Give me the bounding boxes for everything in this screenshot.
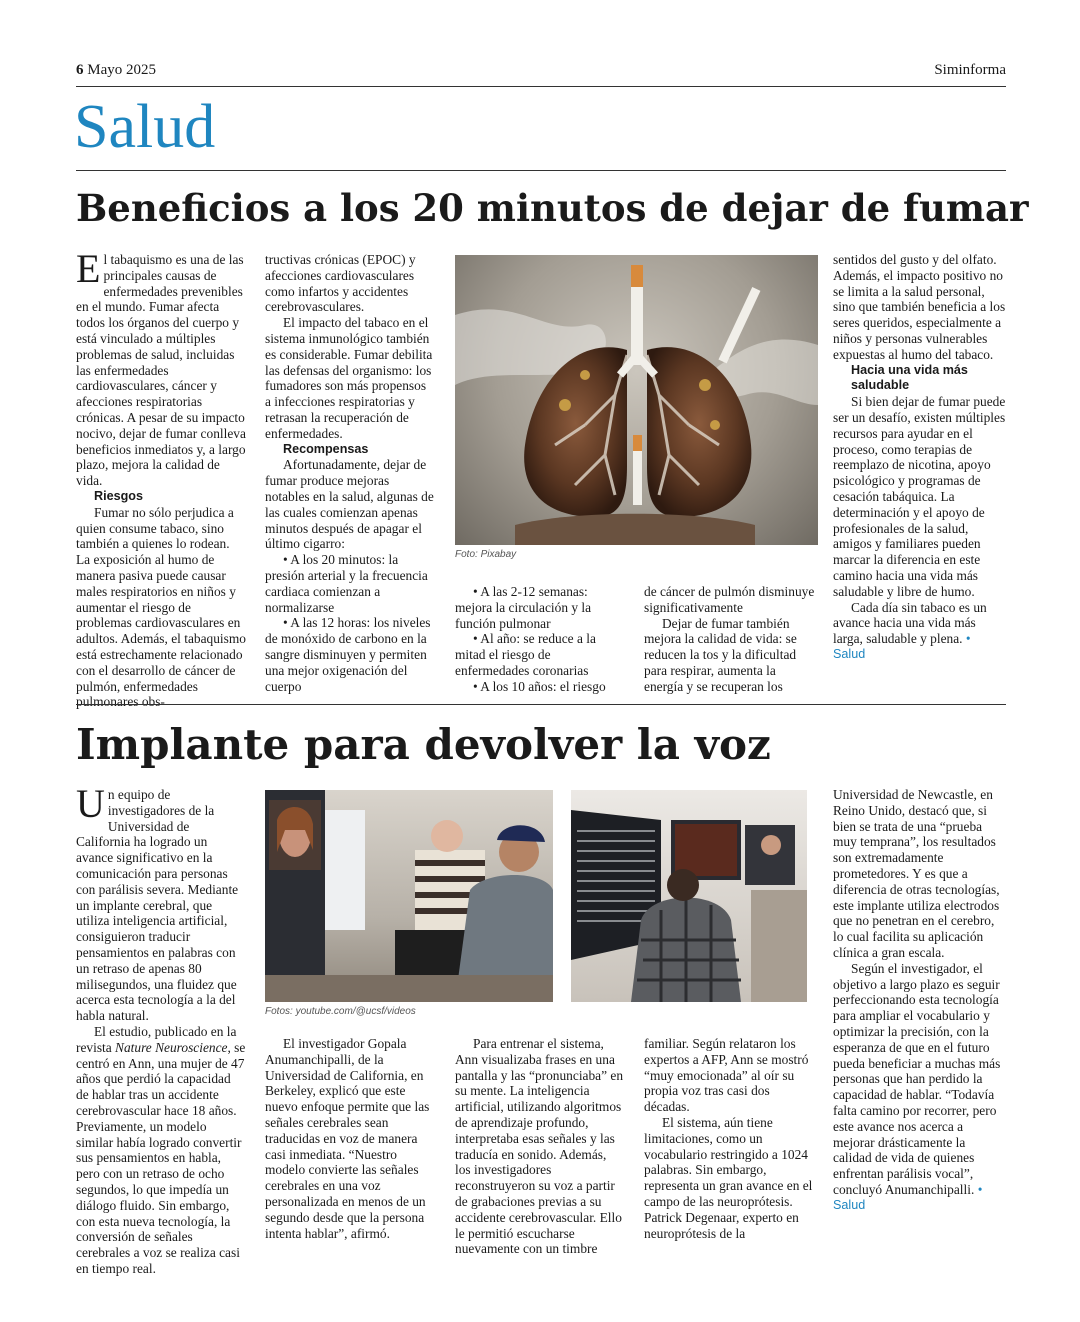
bullet-item: • Al año: se reduce a la mitad el riesgo de enfermedades coronarias (455, 631, 596, 678)
lungs-illustration (455, 255, 818, 545)
bullet-item: • A los 20 minutos: la presión arterial y la frecuencia cardiaca comienzan a normalizarse (265, 552, 428, 615)
paragraph: Si bien dejar de fumar puede ser un desafío, existen múltiples recursos para ayudar en el proceso, como terapias de reemplazo de nicotina, apoyo psicológico y programas de cesación tabáquica. La determinación y el apoyo de profesionales de la salud, amigos y familiares pueden marcar la diferencia en este camino hacia una vida más saludable y libre de humo. (833, 394, 1006, 599)
article1-col1 (76, 246, 246, 710)
issue-date: 6 Mayo 2025 (76, 62, 156, 78)
end-mark: • (977, 1181, 983, 1197)
article2-col1 (76, 781, 246, 1277)
lab-monitors-photo (571, 790, 807, 1002)
drop-cap: U (76, 781, 105, 826)
section-title: Salud (74, 93, 216, 161)
article2-col2 (265, 1036, 435, 1241)
article1-headline: Beneficios a los 20 minutos de dejar de fumar (76, 186, 1029, 230)
section-rule (76, 170, 1006, 171)
article-tag: Salud (833, 1197, 866, 1212)
drop-cap: E (76, 246, 101, 291)
article2-col3 (455, 1036, 625, 1257)
paragraph: Fumar no sólo perjudica a quien consume tabaco, sino también a quienes lo rodean. La exposición al humo de manera pasiva puede causar males respiratorios en niños y aumentar el riesgo de problemas cardiovasculares en adultos. Además, el tabaquismo está estrechamente relacionado con el desarrollo de cáncer de pulmón, enfermedades pulmonares obs- (76, 504, 246, 710)
article2-col5 (833, 787, 1007, 1214)
bullet-item: • A las 2-12 semanas: mejora la circulación y la función pulmonar (455, 584, 592, 631)
paragraph: Universidad de Newcastle, en Reino Unido, destacó que, si bien se trata de una “prueba muy temprana”, los resultados son extremadamente prometedores. Y es que a diferencia de otras tecnologías, este implante utiliza electrodos que no penetran en el cerebro, lo cual facilita su aplicación clínica a gran escala. (833, 787, 1000, 960)
bullet-item: • A las 12 horas: los niveles de monóxido de carbono en la sangre disminuyen y permiten una mejor oxigenación del cuerpo (265, 615, 431, 694)
masthead-rule (76, 86, 1006, 87)
article1-col5 (833, 252, 1007, 663)
patient-scene-illustration (265, 790, 553, 1002)
lungs-cigarette-image (455, 255, 818, 545)
article2-headline: Implante para devolver la voz (76, 720, 771, 769)
subhead-riesgos: Riesgos (94, 488, 143, 503)
article1-col2 (265, 252, 435, 694)
paragraph: familiar. Según relataron los expertos a AFP, Ann se mostró “muy emocionada” al oír su propia voz tras casi dos décadas. (644, 1036, 809, 1115)
photo-credit: Foto: Pixabay (455, 549, 517, 560)
paragraph: El impacto del tabaco en el sistema inmunológico también es considerable. Fumar debilita las defensas del organismo: los fumadores son más propensos a infecciones respiratorias y retrasan la recuperación de enfermedades. (265, 315, 433, 441)
paragraph: Afortunadamente, dejar de fumar produce mejoras notables en la salud, algunas de las cuales comienzan apenas minutos después de apagar el último cigarro: (265, 457, 434, 552)
paragraph: tructivas crónicas (EPOC) y afecciones cardiovasculares como infartos y accidentes cerebrovasculares. (265, 252, 416, 315)
paragraph: El sistema, aún tiene limitaciones, como un vocabulario restringido a 1024 palabras. Sin embargo, representa un gran avance en el campo de las neuroprótesis. Patrick Degenaar, experto en neuroprótesis de la (644, 1114, 813, 1241)
article-tag: Salud (833, 646, 866, 661)
article2-col4 (644, 1036, 818, 1241)
paragraph: El estudio, publicado en la revista Nature Neuroscience, se centró en Ann, una mujer de 47 años que perdió la capacidad de hablar tras un accidente cerebrovascular hace 18 años. Previamente, un modelo similar había logrado convertir sus pensamientos en habla, pero con un retraso de ocho segundos, lo que impedía un diálogo fluido. Sin embargo, con esta nueva tecnología, la conversión de señales cerebrales a voz se realiza casi en tiempo real. (76, 1023, 246, 1276)
paragraph: El investigador Gopala Anumanchipalli, de la Universidad de California, en Berkeley, explicó que este nuevo enfoque permite que las señales cerebrales sean traducidas en voz de manera casi inmediata. “Nuestro modelo convierte las señales cerebrales en una voz personalizada en menos de un segundo desde que la persona intenta hablar”, afirmó. (265, 1036, 430, 1241)
patient-avatar-photo (265, 790, 553, 1002)
bullet-item: • A los 10 años: el riesgo (473, 678, 606, 694)
paragraph: Para entrenar el sistema, Ann visualizaba frases en una pantalla y las “pronunciaba” en su mente. La inteligencia artificial, utilizando algoritmos de aprendizaje profundo, interpretaba esas señales y las traducía en sonido. Además, los investigadores reconstruyeron su voz a partir de grabaciones previas a su accidente cerebrovascular. Ello le permitió escucharse nuevamente con un timbre (455, 1036, 624, 1257)
article-divider (76, 704, 1006, 705)
article2-intro: Un equipo de investigadores de la Universidad de California ha logrado un avance significativo en la comunicación para personas con parálisis severa. Mediante un implante cerebral, que utiliza inteligencia artificial, consiguieron traducir pensamientos en palabras con un retraso de apenas 80 milisegundos, una fluidez que acerca esta tecnología a la del habla natural. (76, 781, 239, 1024)
publication-name: Siminforma (934, 62, 1006, 78)
paragraph: de cáncer de pulmón disminuye significativamente (644, 584, 815, 615)
article1-intro: El tabaquismo es una de las principales causas de enfermedades prevenibles en el mundo. Fumar afecta todos los órganos del cuerpo y está vinculado a múltiples problemas de salud, incluidas las enfermedades cardiovasculares, cáncer y afecciones respiratorias crónicas. A pesar de su impacto nocivo, dejar de fumar conlleva beneficios inmediatos y, a largo plazo, mejora la calidad de vida. (76, 246, 246, 489)
paragraph: Dejar de fumar también mejora la calidad de vida: se reducen la tos y la dificultad para respirar, aumenta la energía y se recuperan los (644, 615, 797, 694)
article1-col3 (455, 584, 625, 695)
paragraph: sentidos del gusto y del olfato. Además, el impacto positivo no se limita a la salud personal, sino que también beneficia a los seres queridos, especialmente a niños y personas vulnerables expuestas al humo del tabaco. (833, 252, 1006, 362)
article1-col4 (644, 584, 818, 695)
lab-scene-illustration (571, 790, 807, 1002)
subhead-vida-saludable: Hacia una vida más saludable (851, 362, 968, 393)
closing-paragraph: Cada día sin tabaco es un avance hacia una vida más larga, saludable y plena. • (833, 599, 987, 647)
closing-paragraph: Según el investigador, el objetivo a largo plazo es seguir perfeccionando esta tecnología para ampliar el vocabulario y optimizar la precisión, con la esperanza de que en el futuro pueda beneficiar a muchas más personas que han perdido la capacidad de hablar. “Todavía falta camino por recorrer, pero este avance nos acerca a mejorar drásticamente la calidad de vida de quienes enfrentan parálisis vocal”, concluyó Anumanchipalli. • (833, 960, 1001, 1197)
end-mark: • (965, 631, 971, 647)
subhead-recompensas: Recompensas (283, 441, 369, 456)
photo-credit: Fotos: youtube.com/@ucsf/videos (265, 1006, 416, 1017)
